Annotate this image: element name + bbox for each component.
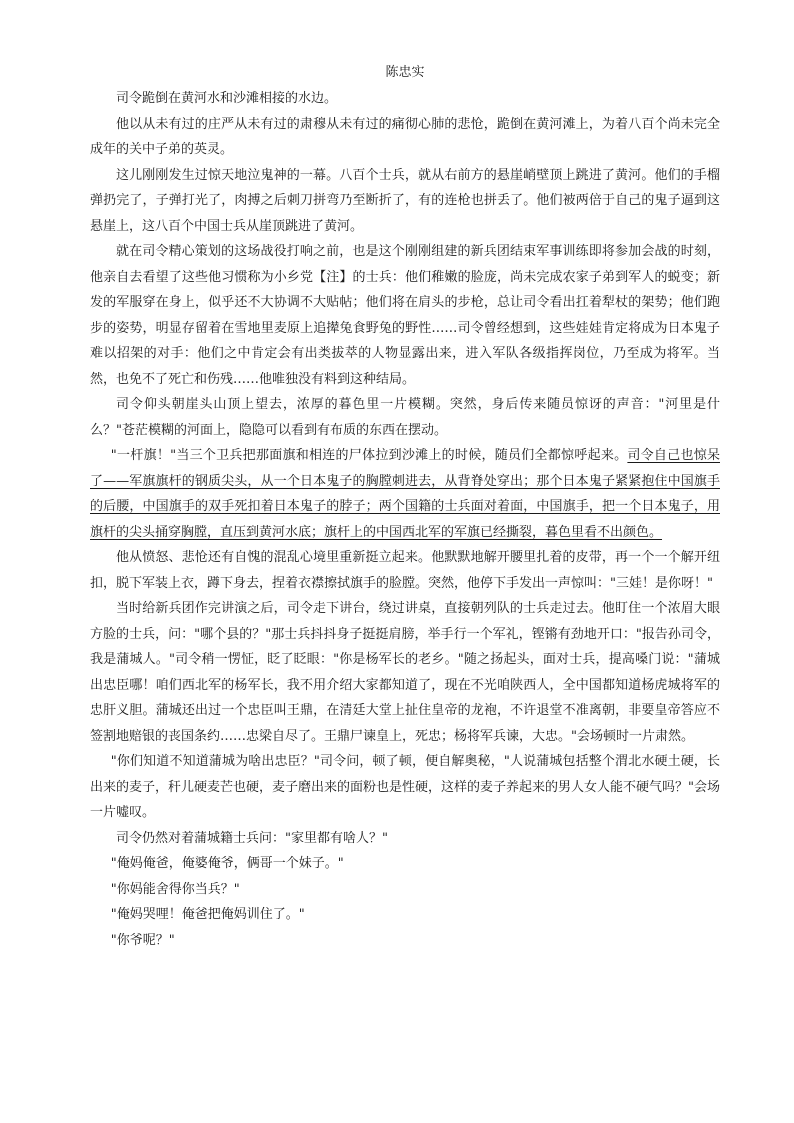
paragraph-1	[90, 86, 720, 112]
paragraph-text: 他以从未有过的庄严从未有过的肃穆从未有过的痛彻心肺的悲怆，跪倒在黄河滩上，为着八百个尚未完全成年的关中子弟的英灵。	[90, 116, 720, 157]
paragraph-text: 当时给新兵团作完讲演之后，司令走下讲台，绕过讲桌，直接朝列队的士兵走过去。他盯住一个浓眉大眼方脸的士兵，问："哪个县的？"那士兵抖抖身子挺挺肩膀，举手行一个军礼，铿锵有劲地开口："报告孙司令，我是蒲城人。"司令稍一愣怔，眨了眨眼："你是杨军长的老乡。"随之扬起头，面对士兵，提高嗓门说："蒲城出忠臣哪！咱们西北军的杨军长，我不用介绍大家都知道了，现在不光咱陕西人，全中国都知道杨虎城将军的忠肝义胆。蒲城还出过一个忠臣叫王鼎，在清廷大堂上扯住皇帝的龙袍，不许退堂不准离朝，非要皇帝答应不签割地赔银的丧国条约……忠梁自尽了。王鼎尸谏皇上，死忠；杨将军兵谏，大忠。"会场顿时一片肃然。	[90, 601, 720, 744]
paragraph-text: "你们知道不知道蒲城为啥出忠臣？"司令问，顿了顿，便自解奥秘，"人说蒲城包括整个渭北水硬土硬，长出来的麦子，秆儿硬麦芒也硬，麦子磨出来的面粉也是性硬，这样的麦子养起来的男人女人能不硬气吗？"会场一片嘘叹。	[90, 754, 720, 820]
author-name: 陈忠实	[385, 65, 425, 80]
paragraph-5	[90, 392, 720, 443]
paragraph-text: "你爷呢？"	[110, 932, 175, 948]
paragraph-text: 司令仰头朝崖头山顶上望去，浓厚的暮色里一片模糊。突然，身后传来随员惊讶的声音："河里是什么？"苍茫模糊的河面上，隐隐可以看到有布质的东西在摆动。	[90, 397, 720, 438]
paragraph-text: 司令仍然对着蒲城籍士兵问："家里都有啥人？"	[116, 830, 388, 846]
paragraph-text: "一杆旗！"当三个卫兵把那面旗和相连的尸体拉到沙滩上的时候，随员们全都惊呼起来。	[110, 448, 628, 463]
paragraph-4	[90, 239, 720, 392]
paragraph-12	[90, 877, 720, 903]
paragraph-13	[90, 902, 720, 928]
paragraph-2	[90, 112, 720, 163]
paragraph-text: 就在司令精心策划的这场战役打响之前，也是这个刚刚组建的新兵团结束军事训练即将参加会战的时刻，他亲自去看望了这些他习惯称为小乡党【注】的士兵：他们稚嫩的脸庞，尚未完成农家子弟到军人的蜕变；新发的军服穿在身上，似乎还不大协调不大贴帖；他们将在肩头的步枪，总让司令看出扛着犁杖的架势；他们跑步的姿势，明显存留着在雪地里麦原上追撵兔食野兔的野性……司令曾经想到，这些娃娃肯定将成为日本鬼子难以招架的对手：他们之中肯定会有出类拔萃的人物显露出来，进入军队各级指挥岗位，乃至成为将军。当然，也免不了死亡和伤残……他唯独没有料到这种结局。	[90, 244, 720, 387]
paragraph-7	[90, 545, 720, 596]
paragraph-9	[90, 749, 720, 826]
paragraph-text: 司令跪倒在黄河水和沙滩相接的水边。	[116, 91, 338, 106]
paragraph-6	[90, 443, 720, 545]
paragraph-text: "俺妈俺爸，俺婆俺爷，俩哥一个妹子。"	[110, 856, 344, 871]
underlined-passage: 司令自己也惊呆了——军旗旗杆的钢质尖头，从一个日本鬼子的胸膛刺进去，从背脊处穿出；那个日本鬼子紧紧抱住中国旗手的后腰，中国旗手的双手死扣着日本鬼子的脖子；两个国籍的士兵面对着面，中国旗手，把一个日本鬼子，用旗杆的尖头捅穿胸膛，直压到黄河水底；旗杆上的中国西北军的军旗已经撕裂，暮色里看不出颜色。	[90, 448, 720, 540]
paragraph-text: "俺妈哭哩！俺爸把俺妈训住了。"	[110, 907, 305, 922]
paragraph-text: 这儿刚刚发生过惊天地泣鬼神的一幕。八百个士兵，就从右前方的悬崖峭壁顶上跳进了黄河。他们的手榴弹扔完了，子弹打光了，肉搏之后刺刀拼弯乃至断折了，有的连枪也拼丢了。他们被两倍于自己的鬼子逼到这悬崖上，这八百个中国士兵从崖顶跳进了黄河。	[90, 167, 720, 234]
paragraph-3	[90, 163, 720, 240]
paragraph-10	[90, 826, 720, 852]
document-page	[90, 60, 720, 953]
paragraph-text: "你妈能舍得你当兵？"	[110, 881, 240, 897]
paragraph-8	[90, 596, 720, 749]
paragraph-text: 他从愤怒、悲怆还有自愧的混乱心境里重新挺立起来。他默默地解开腰里扎着的皮带，再一个一个解开纽扣，脱下军装上衣，蹲下身去，捏着衣襟擦拭旗手的脸膛。突然，他停下手发出一声惊叫："三娃！是你呀！"	[90, 550, 720, 591]
paragraph-11	[90, 851, 720, 877]
paragraph-14	[90, 928, 720, 954]
